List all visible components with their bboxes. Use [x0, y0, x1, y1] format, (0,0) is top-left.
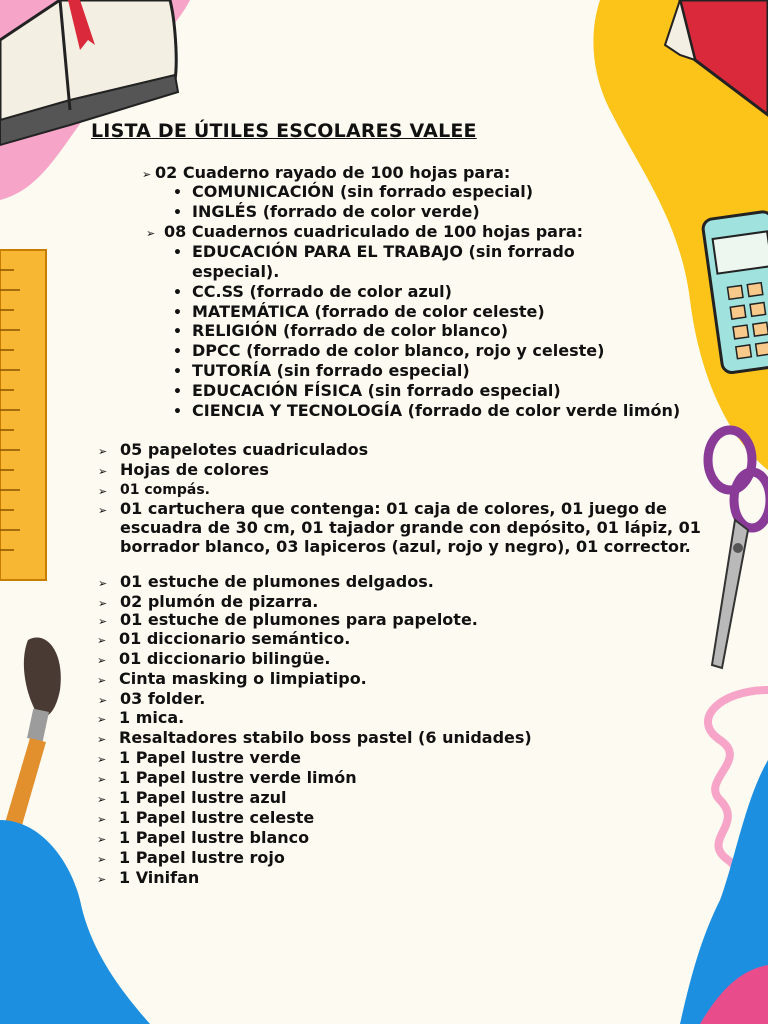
list-item: 1 Papel lustre verde: [119, 748, 301, 767]
arrow-bullet-icon: ➢: [97, 753, 107, 766]
list-item: EDUCACIÓN FÍSICA (sin forrado especial): [192, 381, 561, 400]
list-item: 01 estuche de plumones para papelote.: [120, 610, 478, 629]
bullet-icon: •: [173, 185, 182, 201]
section-heading: 08 Cuadernos cuadriculado de 100 hojas para:: [164, 222, 584, 241]
arrow-bullet-icon: ➢: [98, 485, 108, 498]
list-item: INGLÉS (forrado de color verde): [192, 202, 480, 221]
arrow-bullet-icon: ➢: [98, 445, 108, 458]
bullet-icon: •: [173, 205, 182, 221]
list-item: 1 Papel lustre rojo: [119, 848, 285, 867]
arrow-bullet-icon: ➢: [98, 615, 108, 628]
list-item: 1 Papel lustre blanco: [119, 828, 310, 847]
section-heading: 02 Cuaderno rayado de 100 hojas para:: [155, 163, 511, 182]
bullet-icon: •: [173, 364, 182, 380]
list-item: RELIGIÓN (forrado de color blanco): [192, 321, 509, 340]
arrow-bullet-icon: ➢: [97, 773, 107, 786]
list-item: MATEMÁTICA (forrado de color celeste): [192, 302, 545, 321]
bullet-icon: •: [173, 384, 182, 400]
list-item: 1 Papel lustre celeste: [119, 808, 315, 827]
bullet-icon: •: [173, 404, 182, 420]
list-item: COMUNICACIÓN (sin forrado especial): [192, 182, 534, 201]
list-item: 01 cartuchera que contenga: 01 caja de colores, 01 juego de escuadra de 30 cm, 01 tajador grande con depósito, 01 lápiz, 01 borrador blanco, 03 lapiceros (azul, rojo y negro), 01 corrector.: [120, 499, 701, 556]
bullet-icon: •: [173, 305, 182, 321]
list-item: 05 papelotes cuadriculados: [120, 440, 369, 459]
list-item: 03 folder.: [120, 689, 206, 708]
arrow-bullet-icon: ➢: [97, 674, 107, 687]
list-item: Hojas de colores: [120, 460, 269, 479]
bullet-icon: •: [173, 245, 182, 261]
arrow-bullet-icon: ➢: [97, 654, 107, 667]
arrow-bullet-icon: ➢: [142, 168, 152, 181]
list-item: CC.SS (forrado de color azul): [192, 282, 452, 301]
arrow-bullet-icon: ➢: [97, 793, 107, 806]
arrow-bullet-icon: ➢: [98, 694, 108, 707]
arrow-bullet-icon: ➢: [97, 853, 107, 866]
arrow-bullet-icon: ➢: [97, 733, 107, 746]
list-item: TUTORÍA (sin forrado especial): [192, 361, 470, 380]
list-item: 1 Papel lustre verde limón: [119, 768, 357, 787]
list-item: 01 compás.: [120, 482, 210, 498]
arrow-bullet-icon: ➢: [146, 227, 156, 240]
list-item: 01 diccionario semántico.: [119, 629, 351, 648]
arrow-bullet-icon: ➢: [97, 634, 107, 647]
scissors-icon: [708, 430, 768, 668]
list-item: 01 diccionario bilingüe.: [119, 649, 331, 668]
arrow-bullet-icon: ➢: [97, 813, 107, 826]
bullet-icon: •: [173, 285, 182, 301]
bullet-icon: •: [173, 324, 182, 340]
list-item: Cinta masking o limpiatipo.: [119, 669, 367, 688]
arrow-bullet-icon: ➢: [98, 504, 108, 517]
list-item: 01 estuche de plumones delgados.: [120, 572, 434, 591]
list-item: 1 mica.: [119, 708, 185, 727]
arrow-bullet-icon: ➢: [98, 597, 108, 610]
arrow-bullet-icon: ➢: [97, 713, 107, 726]
arrow-bullet-icon: ➢: [97, 833, 107, 846]
arrow-bullet-icon: ➢: [98, 577, 108, 590]
page-title: LISTA DE ÚTILES ESCOLARES VALEE: [91, 120, 477, 142]
list-item: 1 Vinifan: [119, 868, 200, 887]
list-item: 02 plumón de pizarra.: [120, 592, 319, 611]
ruler-icon: [0, 250, 46, 580]
list-item: EDUCACIÓN PARA EL TRABAJO (sin forrado especial).: [192, 242, 575, 281]
list-item: CIENCIA Y TECNOLOGÍA (forrado de color verde limón): [192, 401, 681, 420]
list-item: 1 Papel lustre azul: [119, 788, 287, 807]
list-item: Resaltadores stabilo boss pastel (6 unidades): [119, 728, 532, 747]
bullet-icon: •: [173, 344, 182, 360]
arrow-bullet-icon: ➢: [98, 465, 108, 478]
arrow-bullet-icon: ➢: [97, 873, 107, 886]
list-item: DPCC (forrado de color blanco, rojo y celeste): [192, 341, 605, 360]
